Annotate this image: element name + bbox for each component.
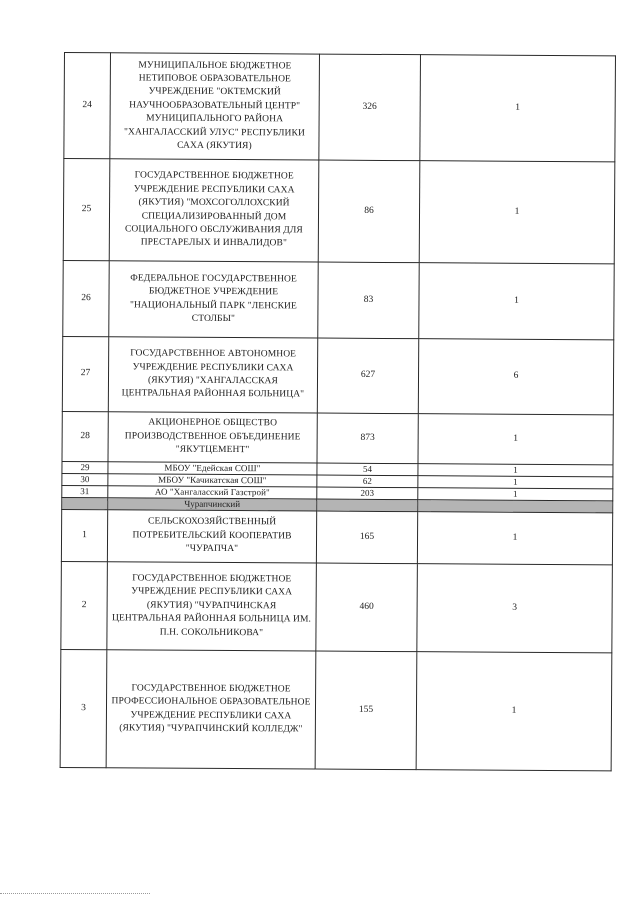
organization-name: ГОСУДАРСТВЕННОЕ БЮДЖЕТНОЕ УЧРЕЖДЕНИЕ РЕСПУБЛИКИ САХА (ЯКУТИЯ) "МОХСОГОЛЛОХСКИЙ СПЕЦИАЛИЗИРОВАННЫЙ ДОМ СОЦИАЛЬНОГО ОБСЛУЖИВАНИЯ ДЛЯ ПРЕСТАРЕЛЫХ И ИНВАЛИДОВ"	[109, 159, 319, 262]
row-count: 1	[418, 488, 613, 501]
table-row	[64, 53, 616, 162]
row-number: 26	[63, 260, 109, 336]
organization-name: СЕЛЬСКОХОЗЯЙСТВЕННЫЙ ПОТРЕБИТЕЛЬСКИЙ КООПЕРАТИВ "ЧУРАПЧА"	[107, 510, 316, 563]
row-number: 1	[61, 509, 107, 561]
table-row	[61, 509, 612, 564]
row-number: 2	[61, 561, 108, 649]
table-row	[60, 649, 612, 770]
row-number: 29	[62, 461, 108, 473]
table-row	[62, 411, 613, 464]
row-value: 873	[317, 413, 418, 464]
row-count: 1	[419, 263, 614, 340]
row-number: 27	[62, 336, 108, 411]
organizations-table	[60, 52, 616, 771]
row-number: 28	[62, 411, 108, 461]
table-row	[62, 336, 613, 414]
row-value: 165	[316, 511, 417, 564]
row-value: 62	[317, 475, 418, 488]
table-row	[63, 159, 615, 264]
organization-name: МБОУ "Едейская СОШ"	[108, 462, 317, 475]
row-value: 203	[317, 487, 418, 500]
organization-name: АО "Хангаласский Газстрой"	[108, 486, 317, 499]
organization-name: ГОСУДАРСТВЕННОЕ БЮДЖЕТНОЕ УЧРЕЖДЕНИЕ РЕСПУБЛИКИ САХА (ЯКУТИЯ) "ЧУРАПЧИНСКАЯ ЦЕНТРАЛЬНАЯ РАЙОННАЯ БОЛЬНИЦА ИМ. П.Н. СОКОЛЬНИКОВА"	[107, 562, 317, 651]
row-number: 24	[64, 53, 111, 159]
row-count: 1	[418, 414, 613, 465]
row-count: 1	[416, 652, 612, 771]
row-value: 326	[319, 54, 421, 161]
section-empty-cell	[317, 499, 418, 512]
scan-edge-line	[0, 893, 150, 894]
row-count: 1	[418, 476, 613, 489]
row-count: 1	[419, 161, 615, 264]
section-number-cell	[62, 497, 108, 509]
row-number: 30	[62, 473, 108, 485]
organization-name: АКЦИОНЕРНОЕ ОБЩЕСТВО ПРОИЗВОДСТВЕННОЕ ОБЪЕДИНЕНИЕ "ЯКУТЦЕМЕНТ"	[108, 412, 317, 463]
row-value: 460	[316, 563, 418, 652]
row-number: 25	[63, 159, 110, 261]
row-count: 3	[417, 564, 613, 653]
row-count: 1	[420, 55, 616, 162]
row-number: 31	[62, 485, 108, 497]
row-value: 54	[317, 463, 418, 476]
row-value: 155	[315, 651, 417, 770]
row-count: 6	[418, 339, 613, 415]
row-count: 1	[418, 464, 613, 477]
organization-name: МУНИЦИПАЛЬНОЕ БЮДЖЕТНОЕ НЕТИПОВОЕ ОБРАЗОВАТЕЛЬНОЕ УЧРЕЖДЕНИЕ "ОКТЕМСКИЙ НАУЧНООБРАЗОВАТЕЛЬНЫЙ ЦЕНТР" МУНИЦИПАЛЬНОГО РАЙОНА "ХАНГАЛАССКИЙ УЛУС" РЕСПУБЛИКИ САХА (ЯКУТИЯ)	[110, 53, 320, 160]
row-value: 627	[317, 338, 418, 414]
organization-name: ГОСУДАРСТВЕННОЕ АВТОНОМНОЕ УЧРЕЖДЕНИЕ РЕСПУБЛИКИ САХА (ЯКУТИЯ) "ХАНГАЛАССКАЯ ЦЕНТРАЛЬНАЯ РАЙОННАЯ БОЛЬНИЦА"	[108, 337, 317, 413]
row-count: 1	[417, 512, 612, 565]
table-row	[63, 260, 614, 339]
organization-name: МБОУ "Качикатская СОШ"	[108, 474, 317, 487]
row-number: 3	[60, 649, 107, 767]
section-title: Чурапчинский	[108, 498, 317, 511]
row-value: 83	[318, 262, 419, 339]
organization-name: ФЕДЕРАЛЬНОЕ ГОСУДАРСТВЕННОЕ БЮДЖЕТНОЕ УЧРЕЖДЕНИЕ "НАЦИОНАЛЬНЫЙ ПАРК "ЛЕНСКИЕ СТОЛБЫ"	[109, 261, 318, 338]
organization-name: ГОСУДАРСТВЕННОЕ БЮДЖЕТНОЕ ПРОФЕССИОНАЛЬНОЕ ОБРАЗОВАТЕЛЬНОЕ УЧРЕЖДЕНИЕ РЕСПУБЛИКИ САХА (ЯКУТИЯ) "ЧУРАПЧИНСКИЙ КОЛЛЕДЖ"	[106, 650, 316, 769]
row-value: 86	[318, 160, 420, 263]
table-row	[61, 561, 613, 652]
